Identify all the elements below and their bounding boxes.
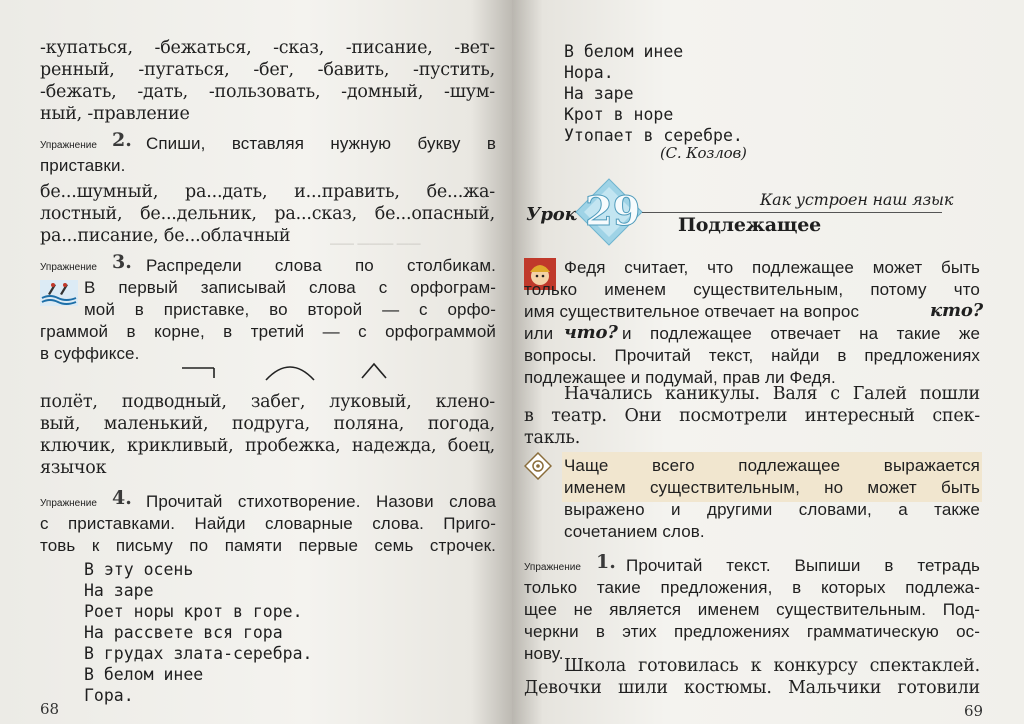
exercise-task: товь к письму по памяти первые семь строчек.: [40, 536, 496, 555]
exercise-task: щее не является именем существительным. Под-: [524, 600, 980, 619]
exercise-task: только такие предложения, в которых подлежа-: [524, 578, 980, 597]
exercise-task: Распредели слова по столбикам.: [146, 256, 496, 275]
exercise-task: В первый записывай слова с орфограм-: [84, 278, 496, 297]
word-list-line: -бежать, -дать, -пользовать, -домный, -шум-: [40, 82, 495, 102]
poem-line: На заре: [84, 581, 154, 600]
exercise-number: 4.: [112, 487, 132, 509]
fedya-text-word: или: [524, 324, 554, 343]
exercise-task: черкни в этих предложениях грамматическую ос-: [524, 622, 980, 641]
exercise-task: Спиши, вставляя нужную букву в: [146, 134, 496, 153]
poem-line: В грудах злата-серебра.: [84, 644, 313, 663]
word-list-line: ренный, -пугаться, -бег, -бавить, -пустить,: [40, 60, 495, 80]
lesson-title: Подлежащее: [678, 214, 821, 236]
morpheme-symbols: [180, 356, 410, 386]
exercise-task: нову.: [524, 644, 564, 663]
reading-text-line: в театр. Они посмотрели интересный спек-: [524, 406, 980, 426]
poem-line: На заре: [564, 84, 634, 103]
root-symbol-icon: [266, 367, 314, 380]
exercise-task: мой в приставке, во второй — с орфо-: [84, 300, 496, 319]
exercise-words: ключик, крикливый, пробежка, надежда, боец,: [40, 436, 495, 456]
rule-text-line: Чаще всего подлежащее выражается: [564, 456, 980, 475]
fedya-text-line: подлежащее и подумай, прав ли Федя.: [524, 368, 836, 387]
fedya-text-line: только именем существительным, потому что: [524, 280, 980, 299]
exercise-task: граммой в корне, в третий — с орфограммой: [40, 322, 496, 341]
suffix-symbol-icon: [362, 364, 386, 378]
page-number: 68: [40, 700, 60, 718]
fedya-text-line: вопросы. Прочитай текст, найди в предложениях: [524, 346, 980, 365]
question-word-chto: что?: [564, 322, 618, 343]
exercise-words: полёт, подводный, забег, луковый, клено-: [40, 392, 495, 412]
exercise-task: с приставками. Найди словарные слова. Приго-: [40, 514, 496, 533]
reading-text-line: Начались каникулы. Валя с Галей пошли: [564, 384, 980, 404]
page-number: 69: [964, 702, 984, 720]
exercise-task: Прочитай стихотворение. Назови слова: [146, 492, 496, 511]
lesson-number: 29: [585, 188, 641, 235]
rule-text-line: выражено и другими словами, а также: [564, 500, 980, 519]
rule-text-line: сочетанием слов.: [564, 522, 705, 541]
writing-task-icon: [40, 280, 78, 306]
rule-text-line: именем существительным, но может быть: [564, 478, 980, 497]
exercise-label: Упражнение: [524, 562, 581, 573]
exercise-label: Упражнение: [40, 140, 97, 151]
exercise-words: ра...писание, бе...облачный: [40, 226, 291, 246]
exercise-words: вый, маленький, подруга, поляна, погода,: [40, 414, 495, 434]
poem-line: Утопает в серебре.: [564, 126, 743, 145]
poem-line: Крот в норе: [564, 105, 674, 124]
exercise-task: Прочитай текст. Выпиши в тетрадь: [626, 556, 980, 575]
exercise-task: в суффиксе.: [40, 344, 140, 363]
rule-diamond-icon: [524, 452, 552, 480]
lesson-word: Урок: [526, 204, 577, 225]
exercise-number: 1.: [596, 551, 616, 573]
poem-line: На рассвете вся гора: [84, 623, 283, 642]
show-through: —— ——— ——: [330, 236, 421, 250]
exercise-number: 2.: [112, 129, 132, 151]
poem-line: В белом инее: [564, 42, 684, 61]
poem-line: Роет норы крот в горе.: [84, 602, 303, 621]
word-list-line: ный, -правление: [40, 104, 190, 124]
exercise-label: Упражнение: [40, 498, 97, 509]
exercise-words: бе...шумный, ра...дать, и...править, бе...жа-: [40, 182, 495, 202]
poem-author: (С. Козлов): [660, 144, 747, 162]
fedya-text-line: Федя считает, что подлежащее может быть: [564, 258, 980, 277]
exercise-words: язычок: [40, 458, 107, 478]
exercise-label: Упражнение: [40, 262, 97, 273]
poem-line: В белом инее: [84, 665, 204, 684]
poem-line: Нора.: [564, 63, 614, 82]
fedya-text-line: имя существительное отвечает на вопрос: [524, 302, 860, 321]
exercise-text-line: Школа готовилась к конкурсу спектаклей.: [564, 656, 980, 676]
exercise-number: 3.: [112, 251, 132, 273]
header-rule: [642, 212, 942, 213]
exercise-text-line: Девочки шили костюмы. Мальчики готовили: [524, 678, 980, 698]
poem-line: В эту осень: [84, 560, 194, 579]
fedya-text-line: и подлежащее отвечает на такие же: [622, 324, 980, 343]
reading-text-line: такль.: [524, 428, 581, 448]
prefix-symbol-icon: [182, 368, 214, 378]
section-title: Как устроен наш язык: [760, 190, 954, 209]
question-word-kto: кто?: [930, 300, 983, 321]
word-list-line: -купаться, -бежаться, -сказ, -писание, -вет-: [40, 38, 495, 58]
poem-line: Гора.: [84, 686, 134, 705]
exercise-task: приставки.: [40, 156, 126, 175]
exercise-words: лостный, бе...дельник, ра...сказ, бе...опасный,: [40, 204, 495, 224]
